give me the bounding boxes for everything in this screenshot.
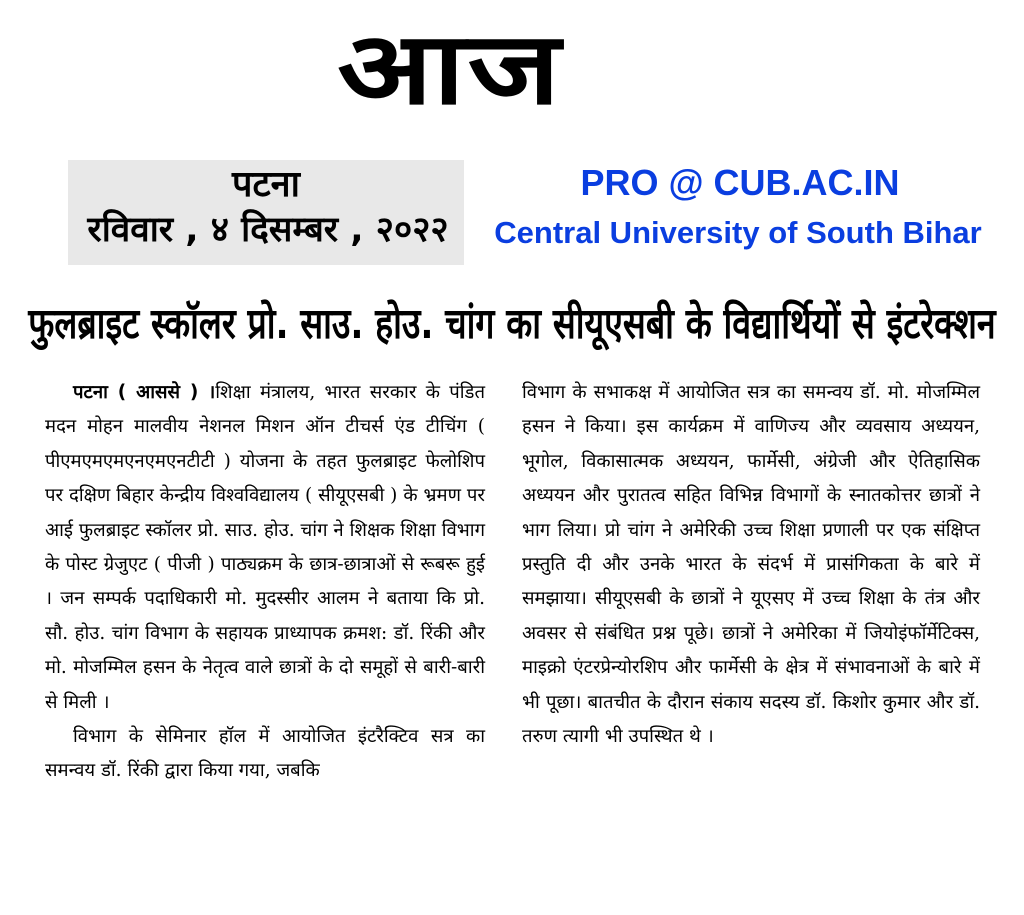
article-headline: फुलब्राइट स्कॉलर प्रो. साउ. होउ. चांग का सीयूएसबी के विद्यार्थियों से इंटरेक्शन [28,299,996,348]
credit-email: PRO @ CUB.AC.IN [580,162,900,203]
article-paragraph [45,376,485,720]
masthead-title: आज [337,9,563,127]
dateline-date: रविवार , ४ दिसम्बर , २०२२ [87,210,449,250]
credit-university: Central University of South Bihar [494,215,982,250]
article-body-text: शिक्षा मंत्रालय, भारत सरकार के पंडित मदन मोहन मालवीय नेशनल मिशन ऑन टीचर्स एंड टीचिंग ( पीएमएमएमएनएमएनटीटी ) योजना के तहत फुलब्राइट फेलोशिप पर दक्षिण बिहार केन्द्रीय विश्वविद्यालय ( सीयूएसबी ) के भ्रमण पर आई फुलब्राइट स्कॉलर प्रो. साउ. होउ. चांग ने शिक्षक शिक्षा विभाग के पोस्ट ग्रेजुएट ( पीजी ) पाठ्यक्रम के छात्र-छात्राओं से रूबरू हुई । जन सम्पर्क पदाधिकारी मो. मुदस्सीर आलम ने बताया कि प्रो. सौ. होउ. चांग विभाग के सहायक प्राध्यापक क्रमश: डॉ. रिंकी और मो. मोजम्मिल हसन के नेतृत्व वाले छात्रों के दो समूहों से बारी-बारी से मिली । [45,382,485,713]
article-column-1 [45,376,485,789]
article-lead: पटना ( आससे ) । [73,382,216,403]
article-paragraph: विभाग के सभाकक्ष में आयोजित सत्र का समन्वय डॉ. मो. मोजम्मिल हसन ने किया। इस कार्यक्रम में वाणिज्य और व्यवसाय अध्ययन, भूगोल, विकासात्मक अध्ययन, फार्मेसी, अंग्रेजी और ऐतिहासिक अध्ययन और पुरातत्व सहित विभिन्न विभागों के स्नातकोत्तर छात्रों ने भाग लिया। प्रो चांग ने अमेरिकी उच्च शिक्षा प्रणाली पर एक संक्षिप्त प्रस्तुति दी और उनके भारत के संदर्भ में प्रासंगिकता के बारे में समझाया। सीयूएसबी के छात्रों ने यूएसए में उच्च शिक्षा के तंत्र और अवसर से संबंधित प्रश्न पूछे। छात्रों ने अमेरिका में जियोइंफॉर्मेटिक्स, माइक्रो एंटरप्रेन्योरशिप और फार्मेसी के क्षेत्र में संभावनाओं के बारे में भी पूछा। बातचीत के दौरान संकाय सदस्य डॉ. किशोर कुमार और डॉ. तरुण त्यागी भी उपस्थित थे । [522,382,980,748]
dateline-city: पटना [232,164,300,205]
article-paragraph: विभाग के सेमिनार हॉल में आयोजित इंटरैक्टिव सत्र का समन्वय डॉ. रिंकी द्वारा किया गया, जबकि [45,726,485,782]
article-column-2 [522,376,980,754]
newspaper-masthead [300,8,600,133]
